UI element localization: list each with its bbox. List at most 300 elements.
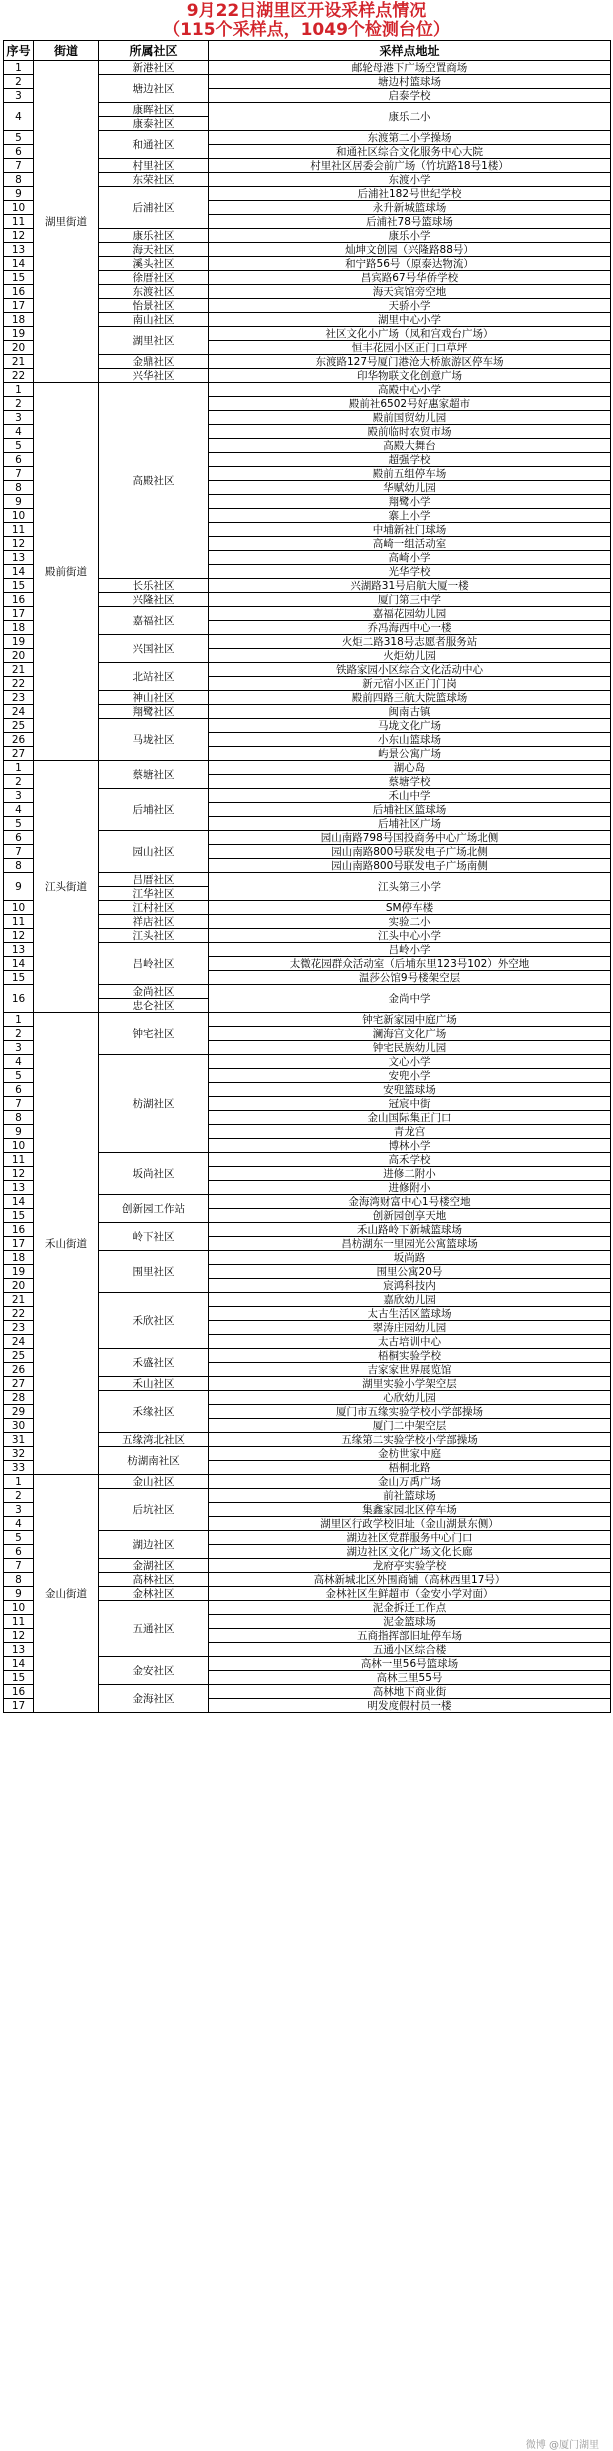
community-name: 南山社区 — [99, 313, 209, 327]
site-address: 心欣幼儿园 — [209, 1391, 611, 1405]
row-number: 20 — [4, 1279, 34, 1293]
community-name: 禾欣社区 — [99, 1293, 209, 1349]
row-number: 11 — [4, 215, 34, 229]
row-number: 22 — [4, 677, 34, 691]
row-number: 26 — [4, 1363, 34, 1377]
community-name: 兴隆社区 — [99, 593, 209, 607]
community-name: 创新园工作站 — [99, 1195, 209, 1223]
row-number: 1 — [4, 61, 34, 75]
site-address: 泥金篮球场 — [209, 1615, 611, 1629]
community-name: 金山社区 — [99, 1475, 209, 1489]
row-number: 9 — [4, 1125, 34, 1139]
row-number: 15 — [4, 271, 34, 285]
row-number: 2 — [4, 75, 34, 89]
title-line-2: （115个采样点，1049个检测台位） — [163, 20, 450, 40]
site-address: 印华物联文化创意广场 — [209, 369, 611, 383]
community-name: 康泰社区 — [99, 117, 209, 131]
row-number: 13 — [4, 1643, 34, 1657]
community-name: 嘉福社区 — [99, 607, 209, 635]
site-address: 铁路家园小区综合文化活动中心 — [209, 663, 611, 677]
row-number: 25 — [4, 719, 34, 733]
site-address: 五通小区综合楼 — [209, 1643, 611, 1657]
community-name: 东荣社区 — [99, 173, 209, 187]
row-number: 12 — [4, 929, 34, 943]
community-name: 湖边社区 — [99, 1531, 209, 1559]
site-address: 海天宾馆旁空地 — [209, 285, 611, 299]
site-address: 东渡路127号厦门港沧大桥旅游区停车场 — [209, 355, 611, 369]
community-name: 村里社区 — [99, 159, 209, 173]
site-address: 后浦社78号篮球场 — [209, 215, 611, 229]
row-number: 21 — [4, 663, 34, 677]
site-address: 江头中心小学 — [209, 929, 611, 943]
site-address: 翠涛庄园幼儿园 — [209, 1321, 611, 1335]
site-address: 江头第三小学 — [209, 873, 611, 901]
community-name: 和通社区 — [99, 131, 209, 159]
site-address: 博林小学 — [209, 1139, 611, 1153]
site-address: 金山国际集正门口 — [209, 1111, 611, 1125]
site-address: 邮轮母港下广场空置商场 — [209, 61, 611, 75]
site-address: 灿坤文创园（兴隆路88号） — [209, 243, 611, 257]
site-address: 钟宅民族幼儿园 — [209, 1041, 611, 1055]
site-address: 安兜篮球场 — [209, 1083, 611, 1097]
site-address: 昌枋湖东一里园光公寓篮球场 — [209, 1237, 611, 1251]
site-address: 园山南路800号联发电子广场南侧 — [209, 859, 611, 873]
site-address: 中埔新社门球场 — [209, 523, 611, 537]
community-name: 兴国社区 — [99, 635, 209, 663]
community-name: 忠仑社区 — [99, 999, 209, 1013]
community-name: 祥店社区 — [99, 915, 209, 929]
row-number: 4 — [4, 425, 34, 439]
row-number: 2 — [4, 1489, 34, 1503]
site-address: 后埔社区广场 — [209, 817, 611, 831]
row-number: 20 — [4, 649, 34, 663]
site-address: 光华学校 — [209, 565, 611, 579]
row-number: 2 — [4, 397, 34, 411]
title-line-1: 9月22日湖里区开设采样点情况 — [186, 1, 427, 21]
site-address: 恒丰花园小区正门口草坪 — [209, 341, 611, 355]
row-number: 9 — [4, 495, 34, 509]
row-number: 15 — [4, 1209, 34, 1223]
row-number: 10 — [4, 201, 34, 215]
row-number: 13 — [4, 1181, 34, 1195]
site-address: 火炬幼儿园 — [209, 649, 611, 663]
community-name: 溪头社区 — [99, 257, 209, 271]
community-name: 徐厝社区 — [99, 271, 209, 285]
site-address: 高崎小学 — [209, 551, 611, 565]
site-address: 塘边村篮球场 — [209, 75, 611, 89]
row-number: 16 — [4, 593, 34, 607]
table-header-row — [4, 41, 611, 61]
site-address: 高禾学校 — [209, 1153, 611, 1167]
row-number: 7 — [4, 1559, 34, 1573]
row-number: 4 — [4, 103, 34, 131]
site-address: 湖里区行政学校旧址（金山湖景东侧） — [209, 1517, 611, 1531]
row-number: 5 — [4, 1531, 34, 1545]
row-number: 1 — [4, 761, 34, 775]
site-address: 金林社区生鲜超市（金安小学对面） — [209, 1587, 611, 1601]
row-number: 18 — [4, 313, 34, 327]
community-name: 岭下社区 — [99, 1223, 209, 1251]
row-number: 6 — [4, 145, 34, 159]
site-address: 后浦社182号世纪学校 — [209, 187, 611, 201]
row-number: 10 — [4, 901, 34, 915]
site-address: 五缘第二实验学校小学部操场 — [209, 1433, 611, 1447]
site-address: 厦门市五缘实验学校小学部操场 — [209, 1405, 611, 1419]
row-number: 17 — [4, 607, 34, 621]
row-number: 14 — [4, 1195, 34, 1209]
header-address: 采样点地址 — [209, 41, 611, 61]
watermark: 微博 @厦门湖里 — [525, 2440, 599, 2451]
row-number: 10 — [4, 509, 34, 523]
site-address: 高殿中心小学 — [209, 383, 611, 397]
site-address: 湖边社区党群服务中心门口 — [209, 1531, 611, 1545]
row-number: 16 — [4, 285, 34, 299]
site-address: 小东山篮球场 — [209, 733, 611, 747]
site-address: SM停车楼 — [209, 901, 611, 915]
street-name: 殿前街道 — [34, 383, 99, 761]
row-number: 1 — [4, 1475, 34, 1489]
site-address: 五商指挥部旧址停车场 — [209, 1629, 611, 1643]
community-name: 神山社区 — [99, 691, 209, 705]
community-name: 翔鹭社区 — [99, 705, 209, 719]
row-number: 6 — [4, 1545, 34, 1559]
site-address: 吕岭小学 — [209, 943, 611, 957]
row-number: 16 — [4, 985, 34, 1013]
community-name: 后浦社区 — [99, 187, 209, 229]
row-number: 11 — [4, 1615, 34, 1629]
community-name: 吕厝社区 — [99, 873, 209, 887]
site-address: 梧桐实验学校 — [209, 1349, 611, 1363]
row-number: 8 — [4, 859, 34, 873]
site-address: 殿前社6502号好惠家超市 — [209, 397, 611, 411]
row-number: 5 — [4, 439, 34, 453]
row-number: 7 — [4, 467, 34, 481]
community-name: 禾盛社区 — [99, 1349, 209, 1377]
site-address: 殿前五组停车场 — [209, 467, 611, 481]
community-name: 江村社区 — [99, 901, 209, 915]
site-address: 金海湾财富中心1号楼空地 — [209, 1195, 611, 1209]
community-name: 禾山社区 — [99, 1377, 209, 1391]
site-address: 坂尚路 — [209, 1251, 611, 1265]
street-name: 湖里街道 — [34, 61, 99, 383]
site-address: 湖心岛 — [209, 761, 611, 775]
site-address: 高崎一组活动室 — [209, 537, 611, 551]
site-address: 高林新城北区外围商铺（高林西里17号） — [209, 1573, 611, 1587]
row-number: 14 — [4, 957, 34, 971]
community-name: 坂尚社区 — [99, 1153, 209, 1195]
row-number: 9 — [4, 873, 34, 901]
row-number: 23 — [4, 691, 34, 705]
row-number: 15 — [4, 1671, 34, 1685]
community-name: 后坑社区 — [99, 1489, 209, 1531]
community-name: 怡景社区 — [99, 299, 209, 313]
site-address: 马垅文化广场 — [209, 719, 611, 733]
row-number: 14 — [4, 257, 34, 271]
street-name: 江头街道 — [34, 761, 99, 1013]
row-number: 13 — [4, 551, 34, 565]
site-address: 翔鹭小学 — [209, 495, 611, 509]
row-number: 6 — [4, 1083, 34, 1097]
site-address: 进修二附小 — [209, 1167, 611, 1181]
site-address: 创新园创享天地 — [209, 1209, 611, 1223]
site-address: 永升新城篮球场 — [209, 201, 611, 215]
community-name: 兴华社区 — [99, 369, 209, 383]
row-number: 3 — [4, 1503, 34, 1517]
row-number: 19 — [4, 635, 34, 649]
site-address: 高林一里56号篮球场 — [209, 1657, 611, 1671]
row-number: 7 — [4, 159, 34, 173]
row-number: 16 — [4, 1685, 34, 1699]
row-number: 12 — [4, 537, 34, 551]
community-name: 金林社区 — [99, 1587, 209, 1601]
row-number: 8 — [4, 173, 34, 187]
site-address: 东渡小学 — [209, 173, 611, 187]
street-name: 禾山街道 — [34, 1013, 99, 1475]
site-address: 钟宅新家园中庭广场 — [209, 1013, 611, 1027]
community-name: 高林社区 — [99, 1573, 209, 1587]
site-address: 东渡第二小学操场 — [209, 131, 611, 145]
site-address: 华赋幼儿园 — [209, 481, 611, 495]
row-number: 18 — [4, 1251, 34, 1265]
site-address: 吉家家世界展览馆 — [209, 1363, 611, 1377]
row-number: 26 — [4, 733, 34, 747]
page-title — [0, 0, 613, 40]
site-address: 湖里实验小学架空层 — [209, 1377, 611, 1391]
site-address: 澜海宫文化广场 — [209, 1027, 611, 1041]
row-number: 3 — [4, 1041, 34, 1055]
site-address: 温莎公馆9号楼架空层 — [209, 971, 611, 985]
site-address: 文心小学 — [209, 1055, 611, 1069]
row-number: 1 — [4, 383, 34, 397]
row-number: 12 — [4, 1629, 34, 1643]
row-number: 27 — [4, 1377, 34, 1391]
site-address: 昌宾路67号华侨学校 — [209, 271, 611, 285]
row-number: 3 — [4, 411, 34, 425]
community-name: 高殿社区 — [99, 383, 209, 579]
row-number: 15 — [4, 971, 34, 985]
header-street: 街道 — [34, 41, 99, 61]
site-address: 太古培训中心 — [209, 1335, 611, 1349]
site-address: 太古生活区篮球场 — [209, 1307, 611, 1321]
community-name: 园山社区 — [99, 831, 209, 873]
row-number: 17 — [4, 1237, 34, 1251]
row-number: 11 — [4, 1153, 34, 1167]
header-number: 序号 — [4, 41, 34, 61]
community-name: 康晖社区 — [99, 103, 209, 117]
site-address: 湖里中心小学 — [209, 313, 611, 327]
row-number: 19 — [4, 1265, 34, 1279]
row-number: 9 — [4, 187, 34, 201]
row-number: 10 — [4, 1139, 34, 1153]
community-name: 金鼎社区 — [99, 355, 209, 369]
row-number: 13 — [4, 243, 34, 257]
community-name: 蔡塘社区 — [99, 761, 209, 789]
site-address: 和宁路56号（原泰达物流） — [209, 257, 611, 271]
row-number: 12 — [4, 1167, 34, 1181]
row-number: 8 — [4, 481, 34, 495]
community-name: 吕岭社区 — [99, 943, 209, 985]
row-number: 5 — [4, 1069, 34, 1083]
row-number: 14 — [4, 1657, 34, 1671]
community-name: 金海社区 — [99, 1685, 209, 1713]
community-name: 康乐社区 — [99, 229, 209, 243]
community-name: 金尚社区 — [99, 985, 209, 999]
site-address: 泥金拆迁工作点 — [209, 1601, 611, 1615]
site-address: 嘉欣幼儿园 — [209, 1293, 611, 1307]
row-number: 23 — [4, 1321, 34, 1335]
site-address: 高林三里55号 — [209, 1671, 611, 1685]
community-name: 新港社区 — [99, 61, 209, 75]
row-number: 31 — [4, 1433, 34, 1447]
site-address: 嘉福花园幼儿园 — [209, 607, 611, 621]
row-number: 5 — [4, 817, 34, 831]
site-address: 厦门第三中学 — [209, 593, 611, 607]
row-number: 3 — [4, 789, 34, 803]
row-number: 13 — [4, 943, 34, 957]
site-address: 禾山中学 — [209, 789, 611, 803]
site-address: 寨上小学 — [209, 509, 611, 523]
community-name: 塘边社区 — [99, 75, 209, 103]
row-number: 12 — [4, 229, 34, 243]
community-name: 后埔社区 — [99, 789, 209, 831]
row-number: 24 — [4, 705, 34, 719]
site-address: 村里社区居委会前广场（竹坑路18号1楼） — [209, 159, 611, 173]
site-address: 高殿大舞台 — [209, 439, 611, 453]
row-number: 9 — [4, 1587, 34, 1601]
row-number: 19 — [4, 327, 34, 341]
community-name: 钟宅社区 — [99, 1013, 209, 1055]
row-number: 2 — [4, 775, 34, 789]
community-name: 江头社区 — [99, 929, 209, 943]
row-number: 22 — [4, 1307, 34, 1321]
row-number: 32 — [4, 1447, 34, 1461]
community-name: 江华社区 — [99, 887, 209, 901]
row-number: 25 — [4, 1349, 34, 1363]
community-name: 枋湖社区 — [99, 1055, 209, 1153]
row-number: 22 — [4, 369, 34, 383]
header-community: 所属社区 — [99, 41, 209, 61]
site-address: 兴湖路31号启航大厦一楼 — [209, 579, 611, 593]
site-address: 社区文化小广场（凤和宫戏台广场） — [209, 327, 611, 341]
row-number: 8 — [4, 1573, 34, 1587]
community-name: 北站社区 — [99, 663, 209, 691]
row-number: 20 — [4, 341, 34, 355]
row-number: 3 — [4, 89, 34, 103]
community-name: 马垅社区 — [99, 719, 209, 761]
row-number: 29 — [4, 1405, 34, 1419]
row-number: 18 — [4, 621, 34, 635]
site-address: 和通社区综合文化服务中心大院 — [209, 145, 611, 159]
row-number: 10 — [4, 1601, 34, 1615]
site-address: 殿前临时农贸市场 — [209, 425, 611, 439]
row-number: 17 — [4, 1699, 34, 1713]
site-address: 闽南古镇 — [209, 705, 611, 719]
table-row — [4, 1013, 611, 1027]
site-address: 实验二小 — [209, 915, 611, 929]
row-number: 7 — [4, 1097, 34, 1111]
row-number: 28 — [4, 1391, 34, 1405]
row-number: 8 — [4, 1111, 34, 1125]
site-address: 青龙宫 — [209, 1125, 611, 1139]
community-name: 东渡社区 — [99, 285, 209, 299]
site-address: 太微花园群众活动室（后埔东里123号102）外空地 — [209, 957, 611, 971]
site-address: 湖边社区文化广场文化长廊 — [209, 1545, 611, 1559]
site-address: 进修附小 — [209, 1181, 611, 1195]
site-address: 集鑫家园北区停车场 — [209, 1503, 611, 1517]
site-address: 屿景公寓广场 — [209, 747, 611, 761]
site-address: 围里公寓20号 — [209, 1265, 611, 1279]
row-number: 33 — [4, 1461, 34, 1475]
row-number: 11 — [4, 523, 34, 537]
site-address: 殿前四路三航大院篮球场 — [209, 691, 611, 705]
row-number: 24 — [4, 1335, 34, 1349]
row-number: 6 — [4, 453, 34, 467]
site-address: 高林地下商业街 — [209, 1685, 611, 1699]
site-address: 康乐二小 — [209, 103, 611, 131]
site-address: 园山南路798号国投商务中心广场北侧 — [209, 831, 611, 845]
community-name: 五通社区 — [99, 1601, 209, 1657]
site-address: 厦门二中架空层 — [209, 1419, 611, 1433]
row-number: 1 — [4, 1013, 34, 1027]
row-number: 2 — [4, 1027, 34, 1041]
row-number: 5 — [4, 131, 34, 145]
street-name: 金山街道 — [34, 1475, 99, 1713]
site-address: 前社篮球场 — [209, 1489, 611, 1503]
site-address: 后埔社区篮球场 — [209, 803, 611, 817]
site-address: 金尚中学 — [209, 985, 611, 1013]
site-address: 超强学校 — [209, 453, 611, 467]
site-address: 天骄小学 — [209, 299, 611, 313]
community-name: 围里社区 — [99, 1251, 209, 1293]
row-number: 11 — [4, 915, 34, 929]
site-address: 园山南路800号联发电子广场北侧 — [209, 845, 611, 859]
row-number: 15 — [4, 579, 34, 593]
row-number: 7 — [4, 845, 34, 859]
community-name: 五缘湾北社区 — [99, 1433, 209, 1447]
row-number: 4 — [4, 803, 34, 817]
community-name: 禾缘社区 — [99, 1391, 209, 1433]
site-address: 龙府亭实验学校 — [209, 1559, 611, 1573]
site-address: 新元宿小区正门门岗 — [209, 677, 611, 691]
row-number: 21 — [4, 1293, 34, 1307]
community-name: 长乐社区 — [99, 579, 209, 593]
table-row — [4, 1475, 611, 1489]
table-row — [4, 761, 611, 775]
site-address: 金山万禹广场 — [209, 1475, 611, 1489]
site-address: 火炬二路318号志愿者服务站 — [209, 635, 611, 649]
table-row — [4, 61, 611, 75]
community-name: 金安社区 — [99, 1657, 209, 1685]
site-address: 明发度假村员一楼 — [209, 1699, 611, 1713]
row-number: 4 — [4, 1517, 34, 1531]
row-number: 21 — [4, 355, 34, 369]
row-number: 6 — [4, 831, 34, 845]
table-body — [4, 61, 611, 1713]
row-number: 4 — [4, 1055, 34, 1069]
table-row — [4, 383, 611, 397]
row-number: 14 — [4, 565, 34, 579]
row-number: 27 — [4, 747, 34, 761]
community-name: 金湖社区 — [99, 1559, 209, 1573]
site-address: 安兜小学 — [209, 1069, 611, 1083]
row-number: 17 — [4, 299, 34, 313]
site-address: 殿前国贸幼儿园 — [209, 411, 611, 425]
community-name: 海天社区 — [99, 243, 209, 257]
row-number: 30 — [4, 1419, 34, 1433]
site-address: 宸鸿科技内 — [209, 1279, 611, 1293]
site-address: 冠宸中街 — [209, 1097, 611, 1111]
row-number: 16 — [4, 1223, 34, 1237]
